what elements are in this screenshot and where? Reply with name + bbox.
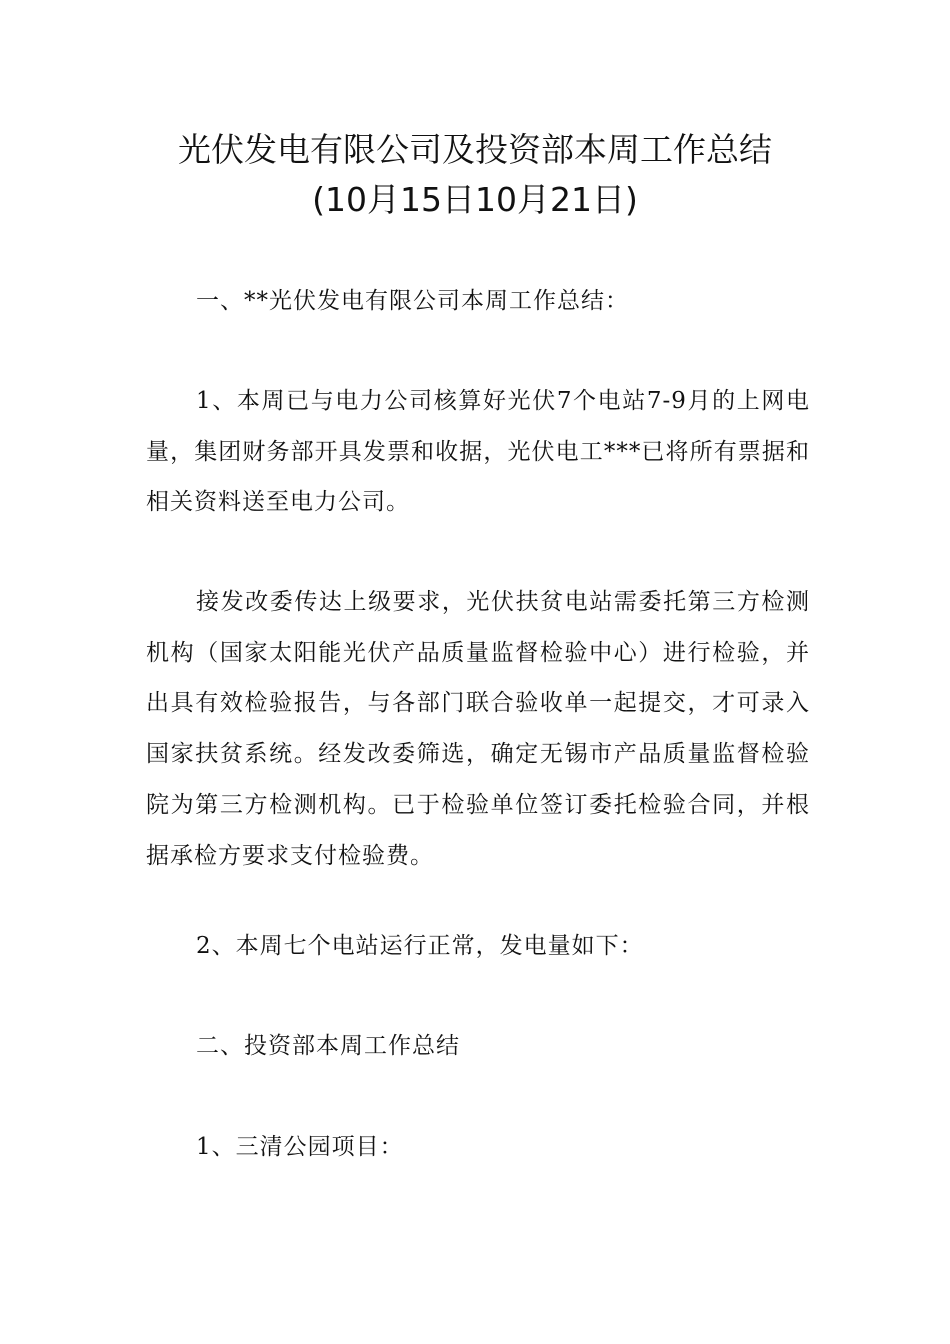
paragraph-project-1: 1、三清公园项目： — [196, 1134, 404, 1160]
document-title: 光伏发电有限公司及投资部本周工作总结 — [178, 130, 772, 169]
document-date-range: (10月15日10月21日) — [312, 180, 638, 219]
section-heading-1: 一、**光伏发电有限公司本周工作总结： — [196, 288, 629, 314]
paragraph-item-2: 2、本周七个电站运行正常，发电量如下： — [196, 933, 644, 959]
paragraph-item-1: 1、本周已与电力公司核算好光伏7个电站7-9月的上网电量，集团财务部开具发票和收据，光伏电工***已将所有票据和相关资料送至电力公司。 — [146, 388, 810, 516]
paragraph-inspection: 接发改委传达上级要求，光伏扶贫电站需委托第三方检测机构（国家太阳能光伏产品质量监督检验中心）进行检验，并出具有效检验报告，与各部门联合验收单一起提交，才可录入国家扶贫系统。经发改委筛选，确定无锡市产品质量监督检验院为第三方检测机构。已于检验单位签订委托检验合同，并根据承检方要求支付检验费。 — [146, 589, 810, 869]
section-heading-2: 二、投资部本周工作总结 — [196, 1033, 460, 1059]
